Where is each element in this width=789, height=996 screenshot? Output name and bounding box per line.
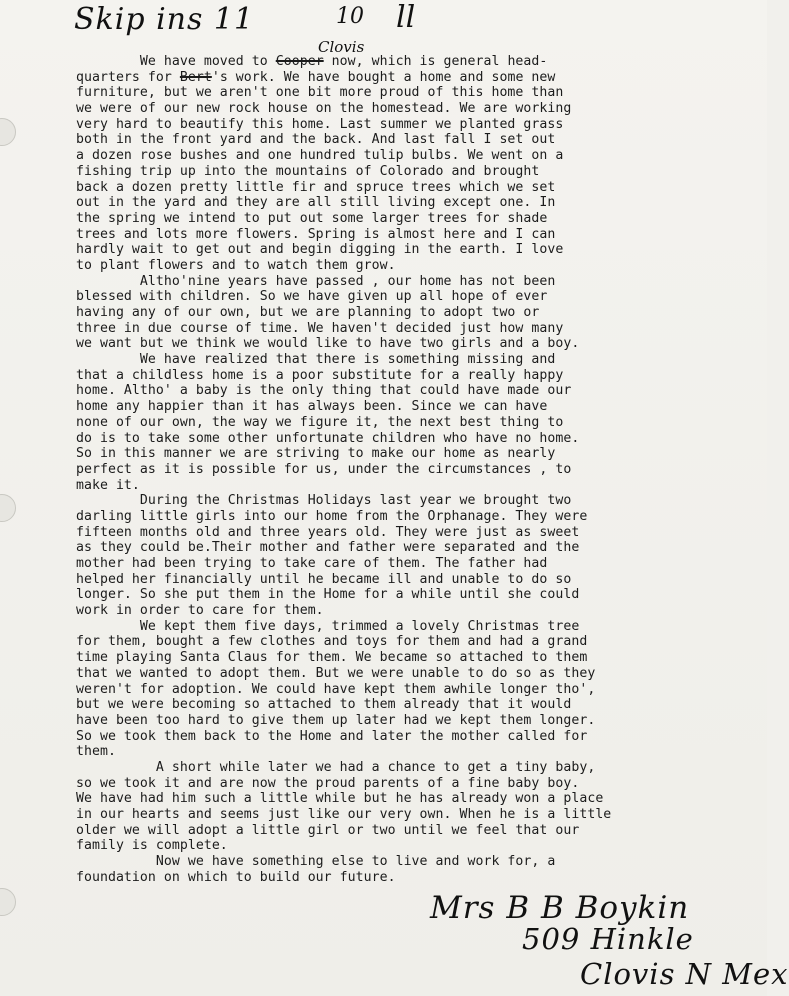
letter-line: the spring we intend to put out some larger trees for shade — [76, 210, 548, 226]
letter-line: we were of our new rock house on the homestead. We are working — [76, 101, 572, 117]
letter-line: We have moved to Cooper now, which is general head- — [76, 54, 548, 69]
letter-line: do is to take some other unfortunate children who have no home. — [76, 430, 580, 446]
page-number: 10 — [336, 4, 364, 29]
letter-line: During the Christmas Holidays last year we brought two — [76, 493, 572, 509]
handwritten-insert-clovis: Clovis — [318, 38, 365, 56]
signature-address: 509 Hinkle — [522, 922, 694, 956]
letter-line: older we will adopt a little girl or two until we feel that our — [76, 822, 580, 838]
letter-line: back a dozen pretty little fir and spruce trees which we set — [76, 179, 556, 195]
letter-line: work in order to care for them. — [76, 603, 324, 619]
letter-line: Now we have something else to live and work for, a — [76, 854, 556, 870]
signature-name: Mrs B B Boykin — [430, 890, 690, 926]
letter-line: none of our own, the way we figure it, the next best thing to — [76, 414, 564, 430]
letter-line: trees and lots more flowers. Spring is almost here and I can — [76, 226, 556, 242]
letter-line: darling little girls into our home from the Orphanage. They were — [76, 508, 588, 524]
letter-line: blessed with children. So we have given up all hope of ever — [76, 289, 548, 305]
punch-hole — [0, 494, 16, 522]
letter-line: foundation on which to build our future. — [76, 869, 396, 885]
punch-hole — [0, 118, 16, 146]
letter-line: make it. — [76, 477, 140, 493]
letter-line: We have realized that there is something missing and — [76, 352, 556, 368]
signature-city: Clovis N Mex — [580, 957, 789, 991]
letter-line: fishing trip up into the mountains of Colorado and brought — [76, 163, 540, 179]
letter-line: very hard to beautify this home. Last summer we planted grass — [76, 116, 564, 132]
letter-line: longer. So she put them in the Home for a while until she could — [76, 587, 580, 603]
struck-word-bert: Bert — [179, 69, 212, 85]
struck-word-cooper: Cooper — [275, 54, 324, 69]
letter-line: having any of our own, but we are planning to adopt two or — [76, 305, 540, 320]
letter-line: time playing Santa Claus for them. We became so attached to them — [76, 650, 588, 666]
letter-line: A short while later we had a chance to get a tiny baby, — [76, 759, 596, 775]
letter-line: quarters for Bert's work. We have bought a home and some new — [76, 69, 556, 85]
letter-line: both in the front yard and the back. And last fall I set out — [76, 132, 556, 148]
letter-line: hardly wait to get out and begin digging in the earth. I love — [76, 242, 564, 258]
letter-line: in our hearts and seems just like our very own. When he is a little — [76, 807, 612, 822]
letter-line: to plant flowers and to watch them grow. — [76, 257, 396, 273]
letter-line: out in the yard and they are all still living except one. In — [76, 195, 556, 211]
punch-hole — [0, 888, 16, 916]
letter-line: helped her financially until he became ill and unable to do so — [76, 571, 572, 587]
letter-line: them. — [76, 744, 116, 760]
letter-line: we want but we think we would like to have two girls and a boy. — [76, 336, 580, 352]
letter-line: home. Altho' a baby is the only thing that could have made our — [76, 383, 572, 399]
letter-line: We kept them five days, trimmed a lovely Christmas tree — [76, 618, 580, 634]
letter-line: furniture, but we aren't one bit more proud of this home than — [76, 85, 564, 101]
letter-line: So we took them back to the Home and later the mother called for — [76, 728, 588, 744]
letter-line: Altho'nine years have passed , our home has not been — [76, 273, 556, 289]
letter-line: family is complete. — [76, 838, 228, 854]
letter-line: have been too hard to give them up later had we kept them longer. — [76, 712, 596, 728]
letter-line: We have had him such a little while but he has already won a place — [76, 791, 604, 807]
letter-line: So in this manner we are striving to make our home as nearly — [76, 446, 556, 462]
letter-line: three in due course of time. We haven't decided just how many — [76, 320, 564, 336]
letter-line: perfect as it is possible for us, under the circumstances , to — [76, 461, 572, 477]
letter-line: as they could be.Their mother and father were separated and the — [76, 540, 580, 556]
letter-line: for them, bought a few clothes and toys for them and had a grand — [76, 634, 588, 650]
letter-line: weren't for adoption. We could have kept them awhile longer tho', — [76, 681, 596, 697]
header-handwritten-note: Skip ins 11 — [74, 2, 255, 37]
page-mark: ll — [396, 0, 416, 35]
letter-line: mother had been trying to take care of them. The father had — [76, 556, 548, 571]
letter-line: that a childless home is a poor substitute for a really happy — [76, 367, 564, 383]
letter-line: home any happier than it has always been. Since we can have — [76, 399, 548, 415]
letter-line: a dozen rose bushes and one hundred tulip bulbs. We went on a — [76, 148, 564, 164]
letter-line: that we wanted to adopt them. But we were unable to do so as they — [76, 665, 596, 681]
letter-line: fifteen months old and three years old. They were just as sweet — [76, 524, 580, 540]
letter-line: so we took it and are now the proud parents of a fine baby boy. — [76, 775, 580, 791]
letter-line: but we were becoming so attached to them already that it would — [76, 697, 572, 713]
letter-body — [76, 54, 716, 885]
